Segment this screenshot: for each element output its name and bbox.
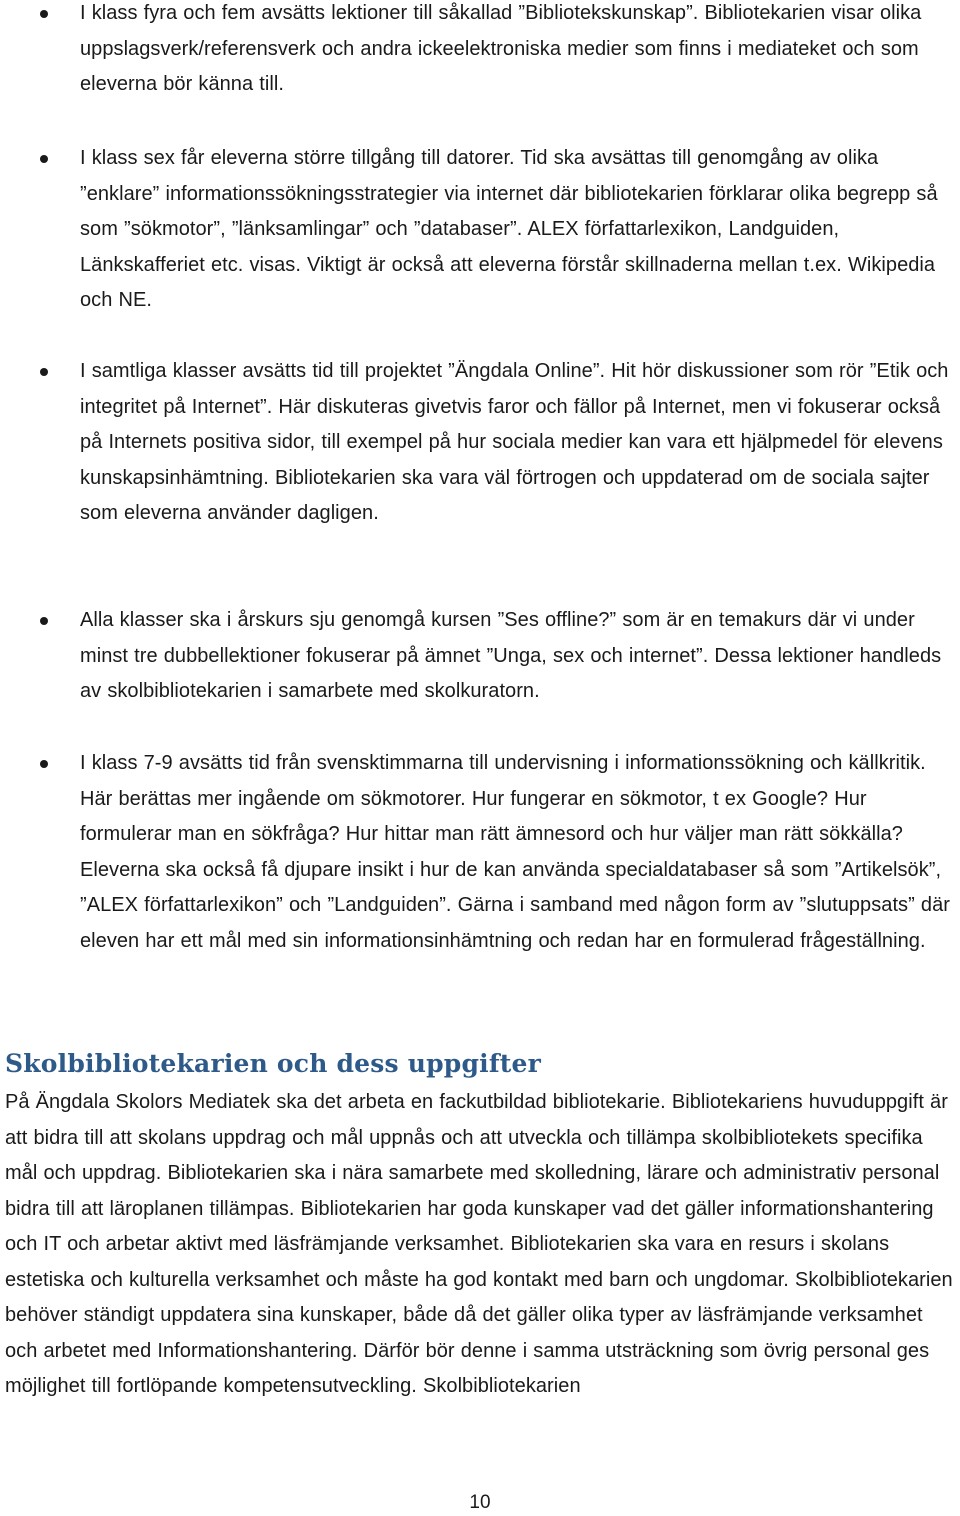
page-number: 10: [469, 1492, 491, 1513]
bullet-icon: [40, 760, 48, 768]
list-item-text: I klass 7-9 avsätts tid från svensktimmarna till undervisning i informationssökning och källkritik. Här berättas mer ingående om sökmotorer. Hur fungerar en sökmotor, t ex Google? Hur formulerar man en sökfråga? Hur hittar man rätt ämnesord och hur väljer man rätt sökkälla? Eleverna ska också få djupare insikt i hur de kan använda specialdatabaser så som ”Artikelsök”, ”ALEX författarlexikon” och ”Landguiden”. Gärna i samband med någon form av ”slutuppsats” där eleven har ett mål med sin informationsinhämtning och redan har en formulerad frågeställning.: [80, 752, 950, 952]
list-item-text: I samtliga klasser avsätts tid till projektet ”Ängdala Online”. Hit hör diskussioner som rör ”Etik och integritet på Internet”. Här diskuteras givetvis faror och fällor på Internet, men vi fokuserar också på Internets positiva sidor, till exempel på hur sociala medier kan vara ett hjälpmedel för elevens kunskapsinhämtning. Bibliotekarien ska vara väl förtrogen och uppdaterad om de sociala sajter som eleverna använder dagligen.: [80, 360, 949, 525]
bullet-icon: [40, 10, 48, 18]
bullet-icon: [40, 617, 48, 625]
section-paragraph: På Ängdala Skolors Mediatek ska det arbeta en fackutbildad bibliotekarie. Bibliotekariens huvuduppgift är att bidra till att skolans uppdrag och mål uppnås och att utveckla och tillämpa skolbibliotekets specifika mål och uppdrag. Bibliotekarien ska i nära samarbete med skolledning, lärare och administrativ personal bidra till att läroplanen tillämpas. Bibliotekarien har goda kunskaper vad det gäller informationshantering och IT och arbetar aktivt med läsfrämjande verksamhet. Bibliotekarien ska vara en resurs i skolans estetiska och kulturella verksamhet och måste ha god kontakt med barn och ungdomar. Skolbibliotekarien behöver ständigt uppdatera sina kunskaper, både då det gäller olika typer av läsfrämjande verksamhet och arbetet med Informationshantering. Därför bör denne i samma utsträckning som övrig personal ges möjlighet till fortlöpande kompetensutveckling. Skolbibliotekarien: [5, 1091, 953, 1397]
list-item-text: Alla klasser ska i årskurs sju genomgå kursen ”Ses offline?” som är en temakurs där vi under minst tre dubbellektioner fokuserar på ämnet ”Unga, sex och internet”. Dessa lektioner handleds av skolbibliotekarien i samarbete med skolkuratorn.: [80, 609, 942, 703]
list-item-text: I klass sex får eleverna större tillgång till datorer. Tid ska avsättas till genomgång av olika ”enklare” informationssökningsstrategier via internet där bibliotekarien förklarar olika begrepp så som ”sökmotor”, ”länksamlingar” och ”databaser”. ALEX författarlexikon, Landguiden, Länkskafferiet etc. visas. Viktigt är också att eleverna förstår skillnaderna mellan t.ex. Wikipedia och NE.: [80, 147, 938, 312]
section-heading: Skolbibliotekarien och dess uppgifter: [5, 1049, 542, 1078]
list-item-text: I klass fyra och fem avsätts lektioner till såkallad ”Bibliotekskunskap”. Bibliotekarien visar olika uppslagsverk/referensverk och andra ickeelektroniska medier som finns i mediateket och som eleverna bör känna till.: [80, 2, 922, 96]
bullet-icon: [40, 155, 48, 163]
bullet-icon: [40, 368, 48, 376]
